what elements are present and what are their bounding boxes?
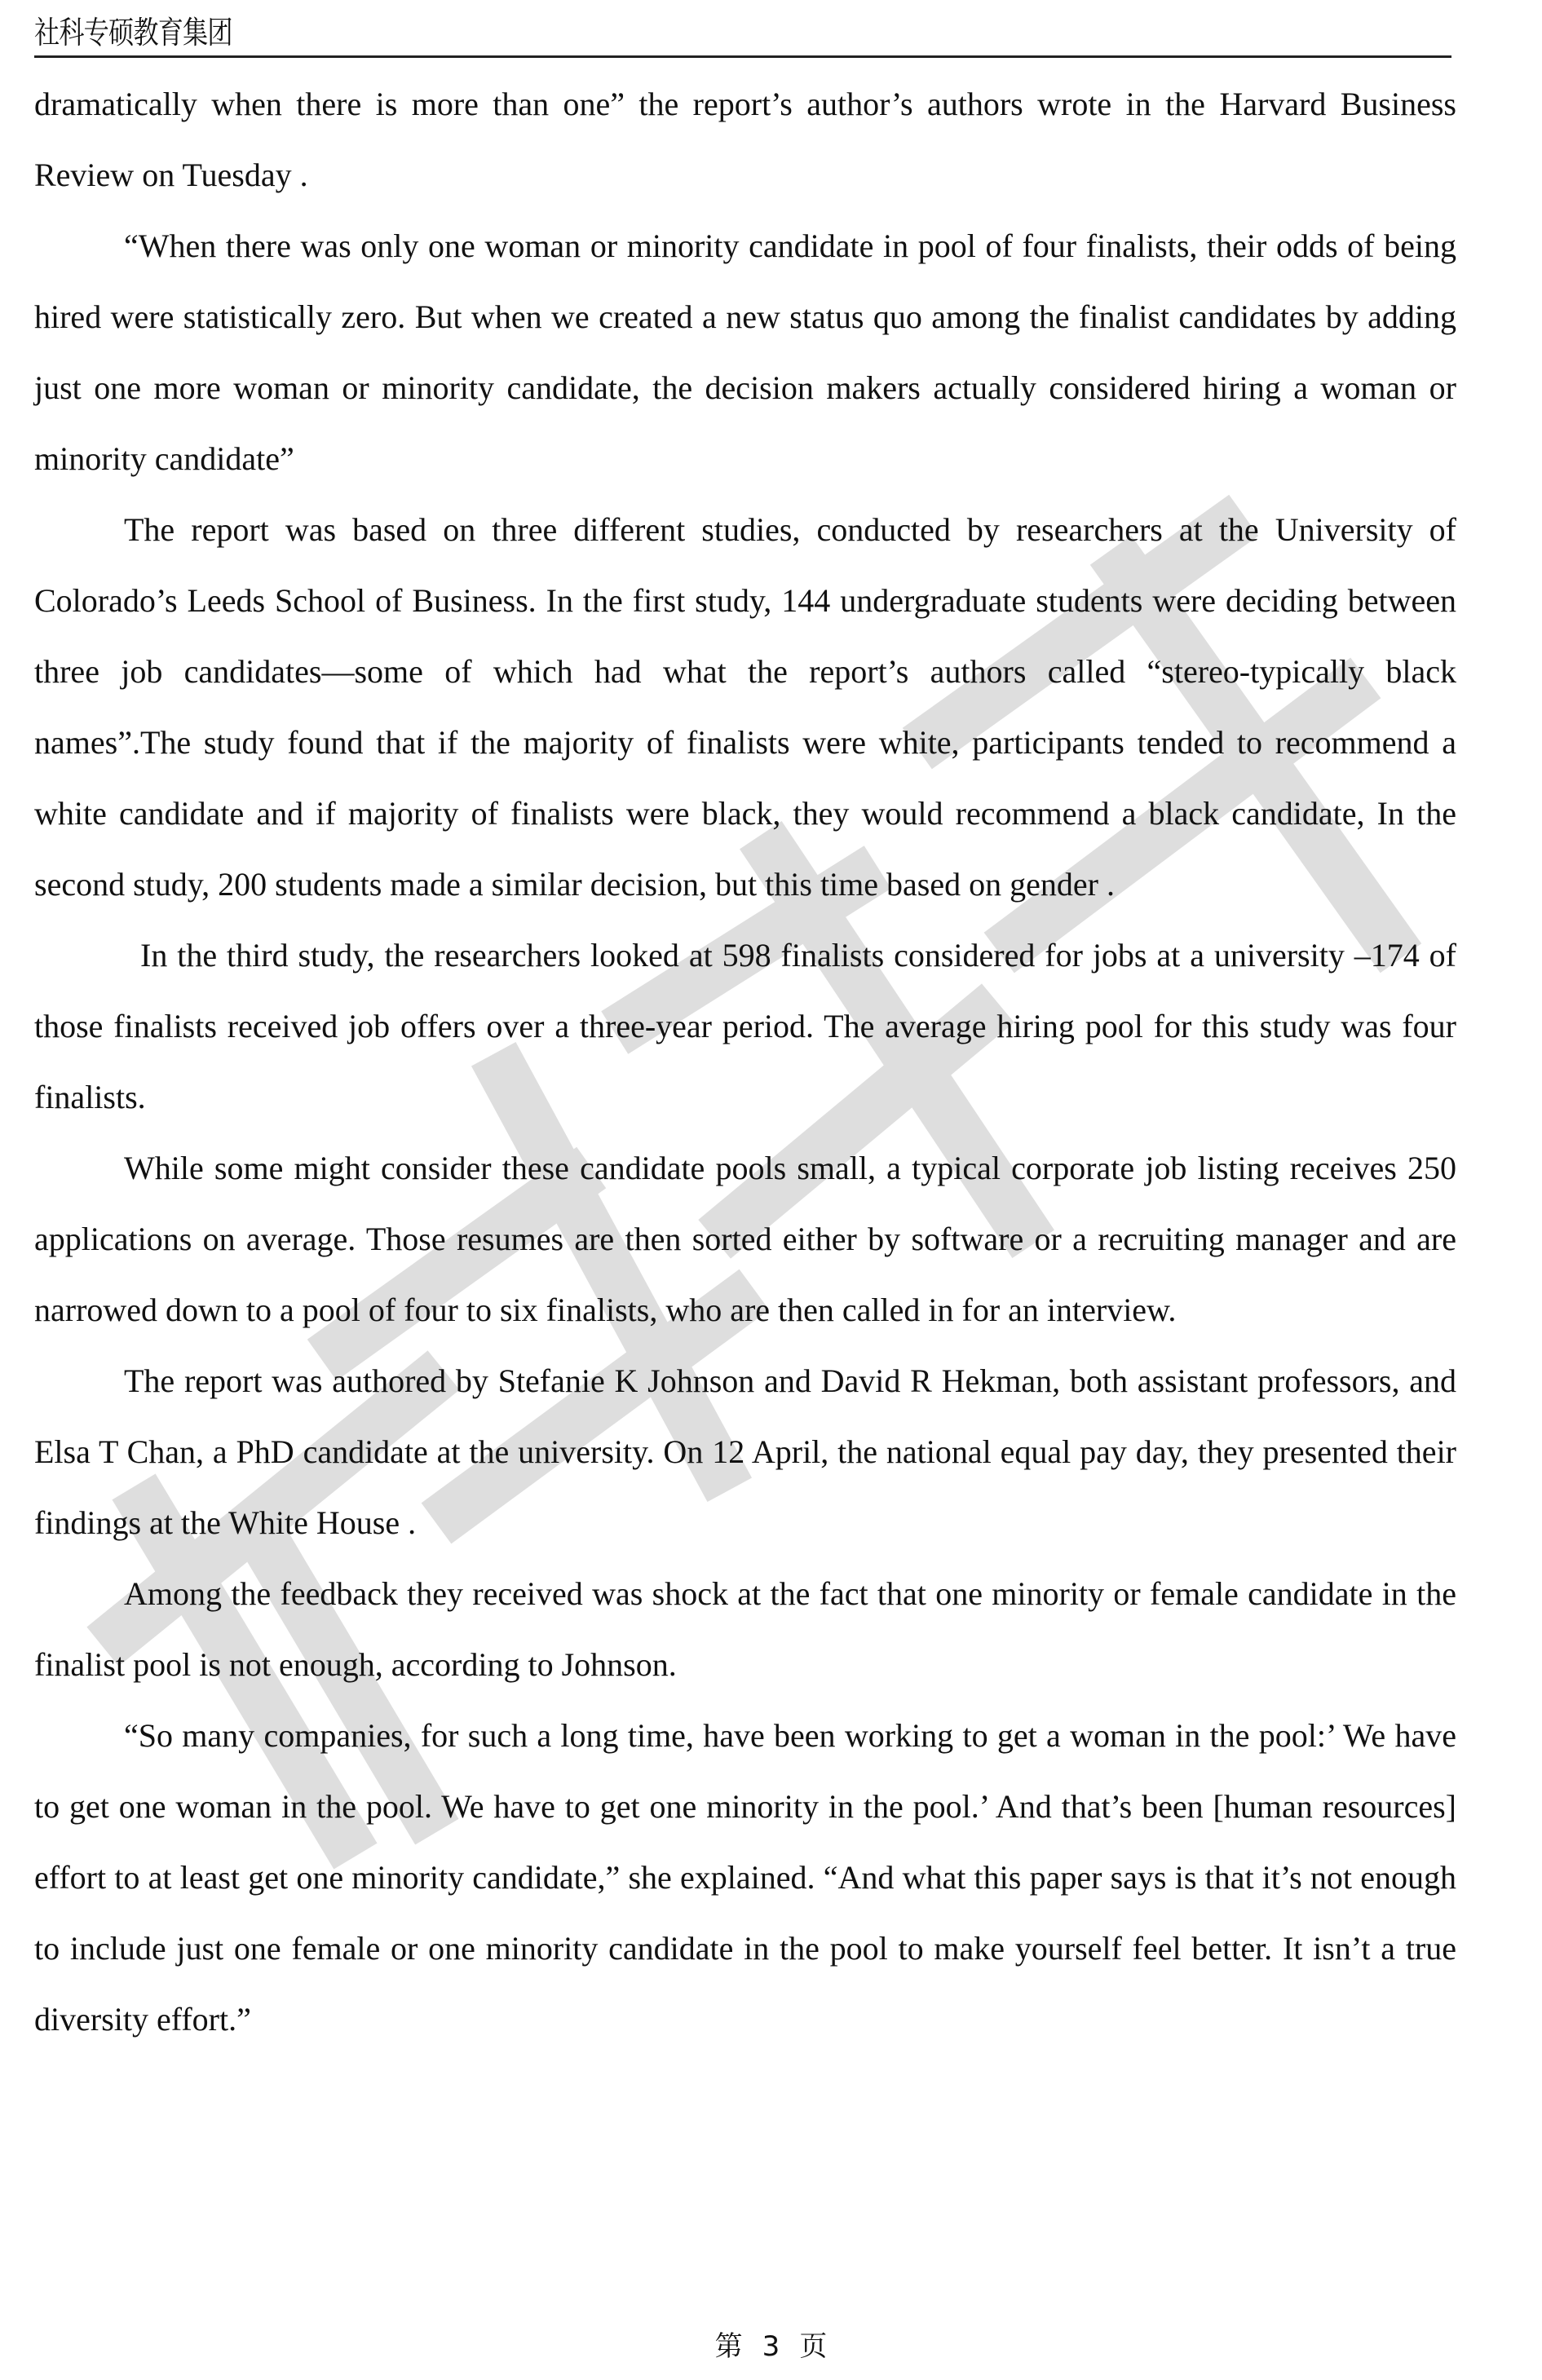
paragraph: The report was authored by Stefanie K Johnson and David R Hekman, both assistant professors, and Elsa T Chan, a PhD candidate at the university. On 12 April, the national equal pay day, they presented their findings at the White House .: [34, 1362, 1456, 1541]
paragraph: “When there was only one woman or minority candidate in pool of four finalists, their odds of being hired were statistically zero. But when we created a new status quo among the finalist candidates by adding just one more woman or minority candidate, the decision makers actually considered hiring a woman or minority candidate”: [34, 227, 1456, 477]
paragraph: The report was based on three different studies, conducted by researchers at the University of Colorado’s Leeds School of Business. In the first study, 144 undergraduate students were deciding between three job candidates—some of which had what the report’s authors called “stereo-typically black names”.The study found that if the majority of finalists were white, participants tended to recommend a white candidate and if majority of finalists were black, they would recommend a black candidate, In the second study, 200 students made a similar decision, but this time based on gender .: [34, 511, 1456, 903]
page-number-suffix: 页: [799, 2330, 828, 2363]
header-title: 社科专硕教育集团: [34, 15, 232, 51]
page-number-prefix: 第: [714, 2330, 743, 2363]
paragraph: Among the feedback they received was shock at the fact that one minority or female candidate in the finalist pool is not enough, according to Johnson.: [34, 1575, 1456, 1683]
page-header: [34, 10, 1451, 58]
paragraph: “So many companies, for such a long time, have been working to get a woman in the pool:’ We have to get one woman in the pool. We have to get one minority in the pool.’ And that’s been [human resources] effort to at least get one minority candidate,” she explained. “And what this paper says is that it’s not enough to include just one female or one minority candidate in the pool to make yourself feel better. It isn’t a true diversity effort.”: [34, 1717, 1456, 2038]
document-body: [34, 68, 1456, 2055]
paragraph: dramatically when there is more than one” the report’s author’s authors wrote in the Harvard Business Review on Tuesday .: [34, 86, 1456, 193]
page-number-value: 3: [762, 2330, 780, 2363]
paragraph: In the third study, the researchers looked at 598 finalists considered for jobs at a university –174 of those finalists received job offers over a three-year period. The average hiring pool for this study was four finalists.: [34, 937, 1456, 1115]
page-number: [0, 2324, 1542, 2364]
paragraph: While some might consider these candidate pools small, a typical corporate job listing receives 250 applications on average. Those resumes are then sorted either by software or a recruiting manager and are narrowed down to a pool of four to six finalists, who are then called in for an interview.: [34, 1150, 1456, 1328]
